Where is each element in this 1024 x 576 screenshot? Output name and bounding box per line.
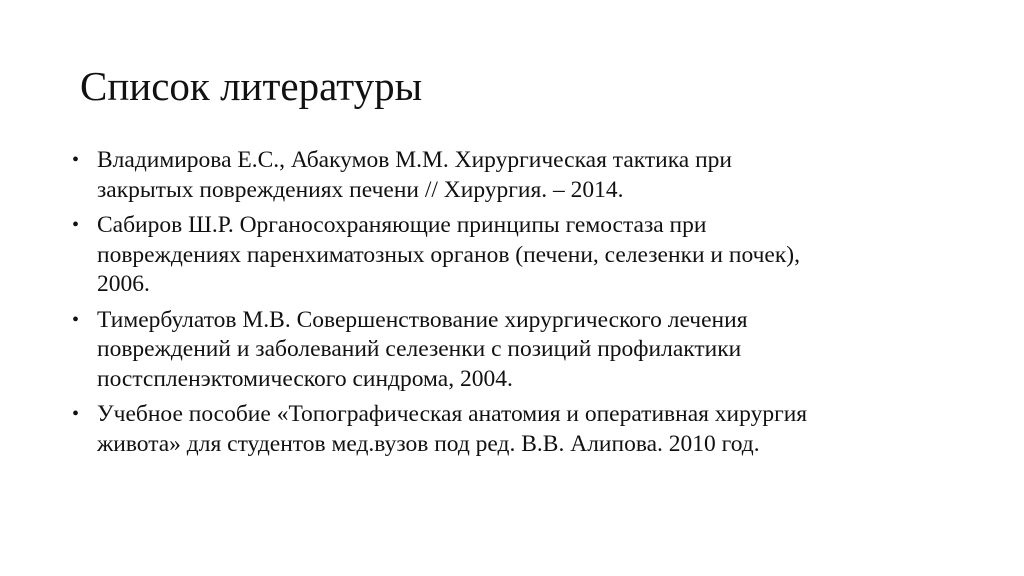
list-item — [72, 211, 972, 300]
bullet-icon: • — [72, 149, 80, 171]
reference-line: повреждений и заболеваний селезенки с позиций профилактики — [97, 336, 742, 362]
list-item — [72, 400, 972, 459]
list-item — [72, 146, 972, 205]
reference-line: повреждениях паренхиматозных органов (печени, селезенки и почек), — [97, 241, 800, 268]
reference-list — [72, 146, 972, 465]
list-item — [72, 306, 972, 395]
reference-line: Владимирова Е.С., Абакумов М.М. Хирургическая тактика при — [97, 147, 732, 173]
reference-line: Учебное пособие «Топографическая анатомия и оперативная хирургия — [97, 401, 808, 427]
reference-line: постспленэктомического синдрома, 2004. — [97, 365, 513, 392]
reference-line: Сабиров Ш.Р. Органосохраняющие принципы гемостаза при — [97, 212, 707, 238]
reference-line: закрытых повреждениях печени // Хирургия. – 2014. — [97, 176, 624, 203]
bullet-icon: • — [72, 214, 80, 236]
reference-line: 2006. — [97, 271, 150, 297]
bullet-icon: • — [72, 403, 80, 425]
reference-line: Тимербулатов М.В. Совершенствование хирургического лечения — [97, 306, 748, 333]
slide-title: Список литературы — [80, 63, 423, 109]
reference-line: живота» для студентов мед.вузов под ред. В.В. Алипова. 2010 год. — [97, 430, 760, 457]
bullet-icon: • — [72, 308, 80, 331]
